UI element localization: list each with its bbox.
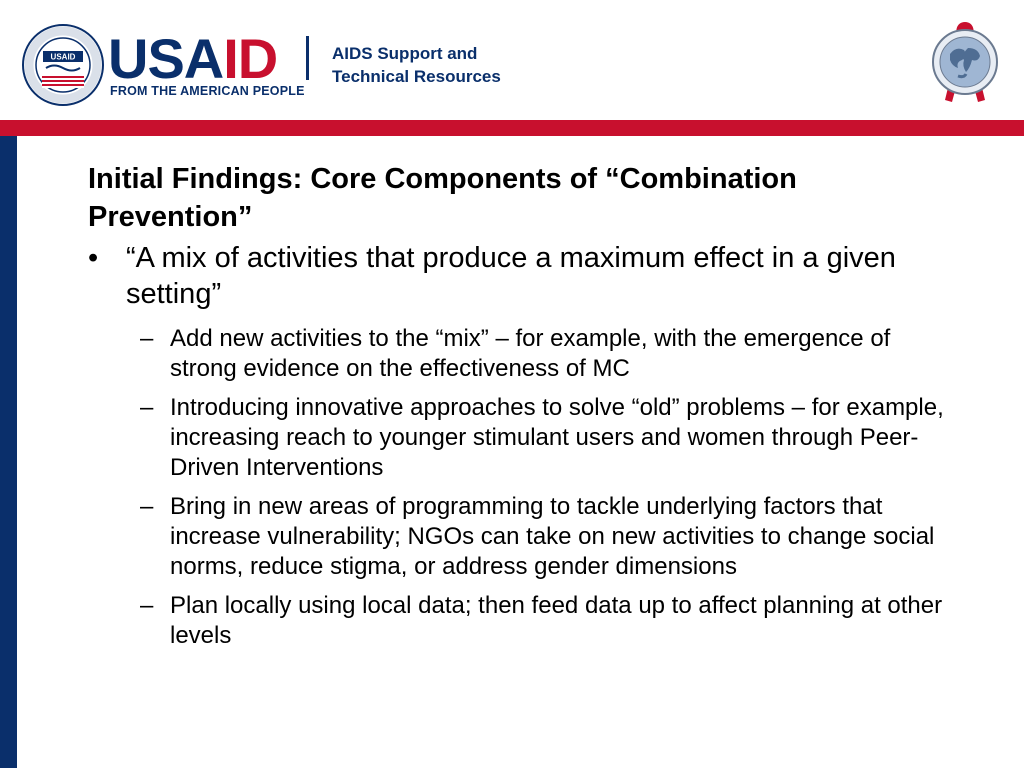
main-bullet (88, 240, 948, 312)
wordmark-usa: USA (108, 27, 224, 90)
sub-point (88, 393, 948, 483)
dash-mark: – (140, 325, 154, 352)
dash-mark: – (140, 394, 154, 421)
slide-header (0, 0, 1024, 120)
sub-point-text: Bring in new areas of programming to tackle underlying factors that increase vulnerability; NGOs can take on new activities to change social norms, reduce stigma, or address gender dimensions (170, 493, 935, 580)
sub-point (88, 324, 948, 384)
wordmark-id: ID (223, 27, 278, 90)
program-name (332, 42, 501, 88)
sub-point-text: Plan locally using local data; then feed data up to affect planning at other levels (170, 592, 943, 649)
slide-title: Initial Findings: Core Components of “Combination Prevention” (88, 163, 797, 233)
sub-point (88, 492, 948, 582)
sub-point-text: Introducing innovative approaches to solve “old” problems – for example, increasing reach to younger stimulant users and women through Peer-Driven Interventions (170, 394, 944, 481)
left-navy-band (0, 136, 17, 768)
usaid-wordmark (108, 27, 278, 90)
program-name-line2: Technical Resources (332, 67, 501, 86)
logo-tagline: FROM THE AMERICAN PEOPLE (110, 84, 305, 98)
bullet-mark: • (88, 242, 99, 274)
dash-mark: – (140, 592, 154, 619)
dash-mark: – (140, 493, 154, 520)
program-name-line1: AIDS Support and (332, 44, 478, 63)
usaid-seal-icon (22, 24, 104, 106)
sub-point (88, 591, 948, 651)
svg-text:USAID: USAID (50, 52, 76, 62)
slide-body (88, 160, 948, 660)
header-red-band (0, 120, 1024, 136)
red-ribbon-globe-icon (928, 18, 1002, 104)
header-divider (306, 36, 309, 80)
sub-point-text: Add new activities to the “mix” – for example, with the emergence of strong evidence on the effectiveness of MC (170, 325, 891, 382)
main-bullet-text: “A mix of activities that produce a maximum effect in a given setting” (126, 242, 896, 310)
